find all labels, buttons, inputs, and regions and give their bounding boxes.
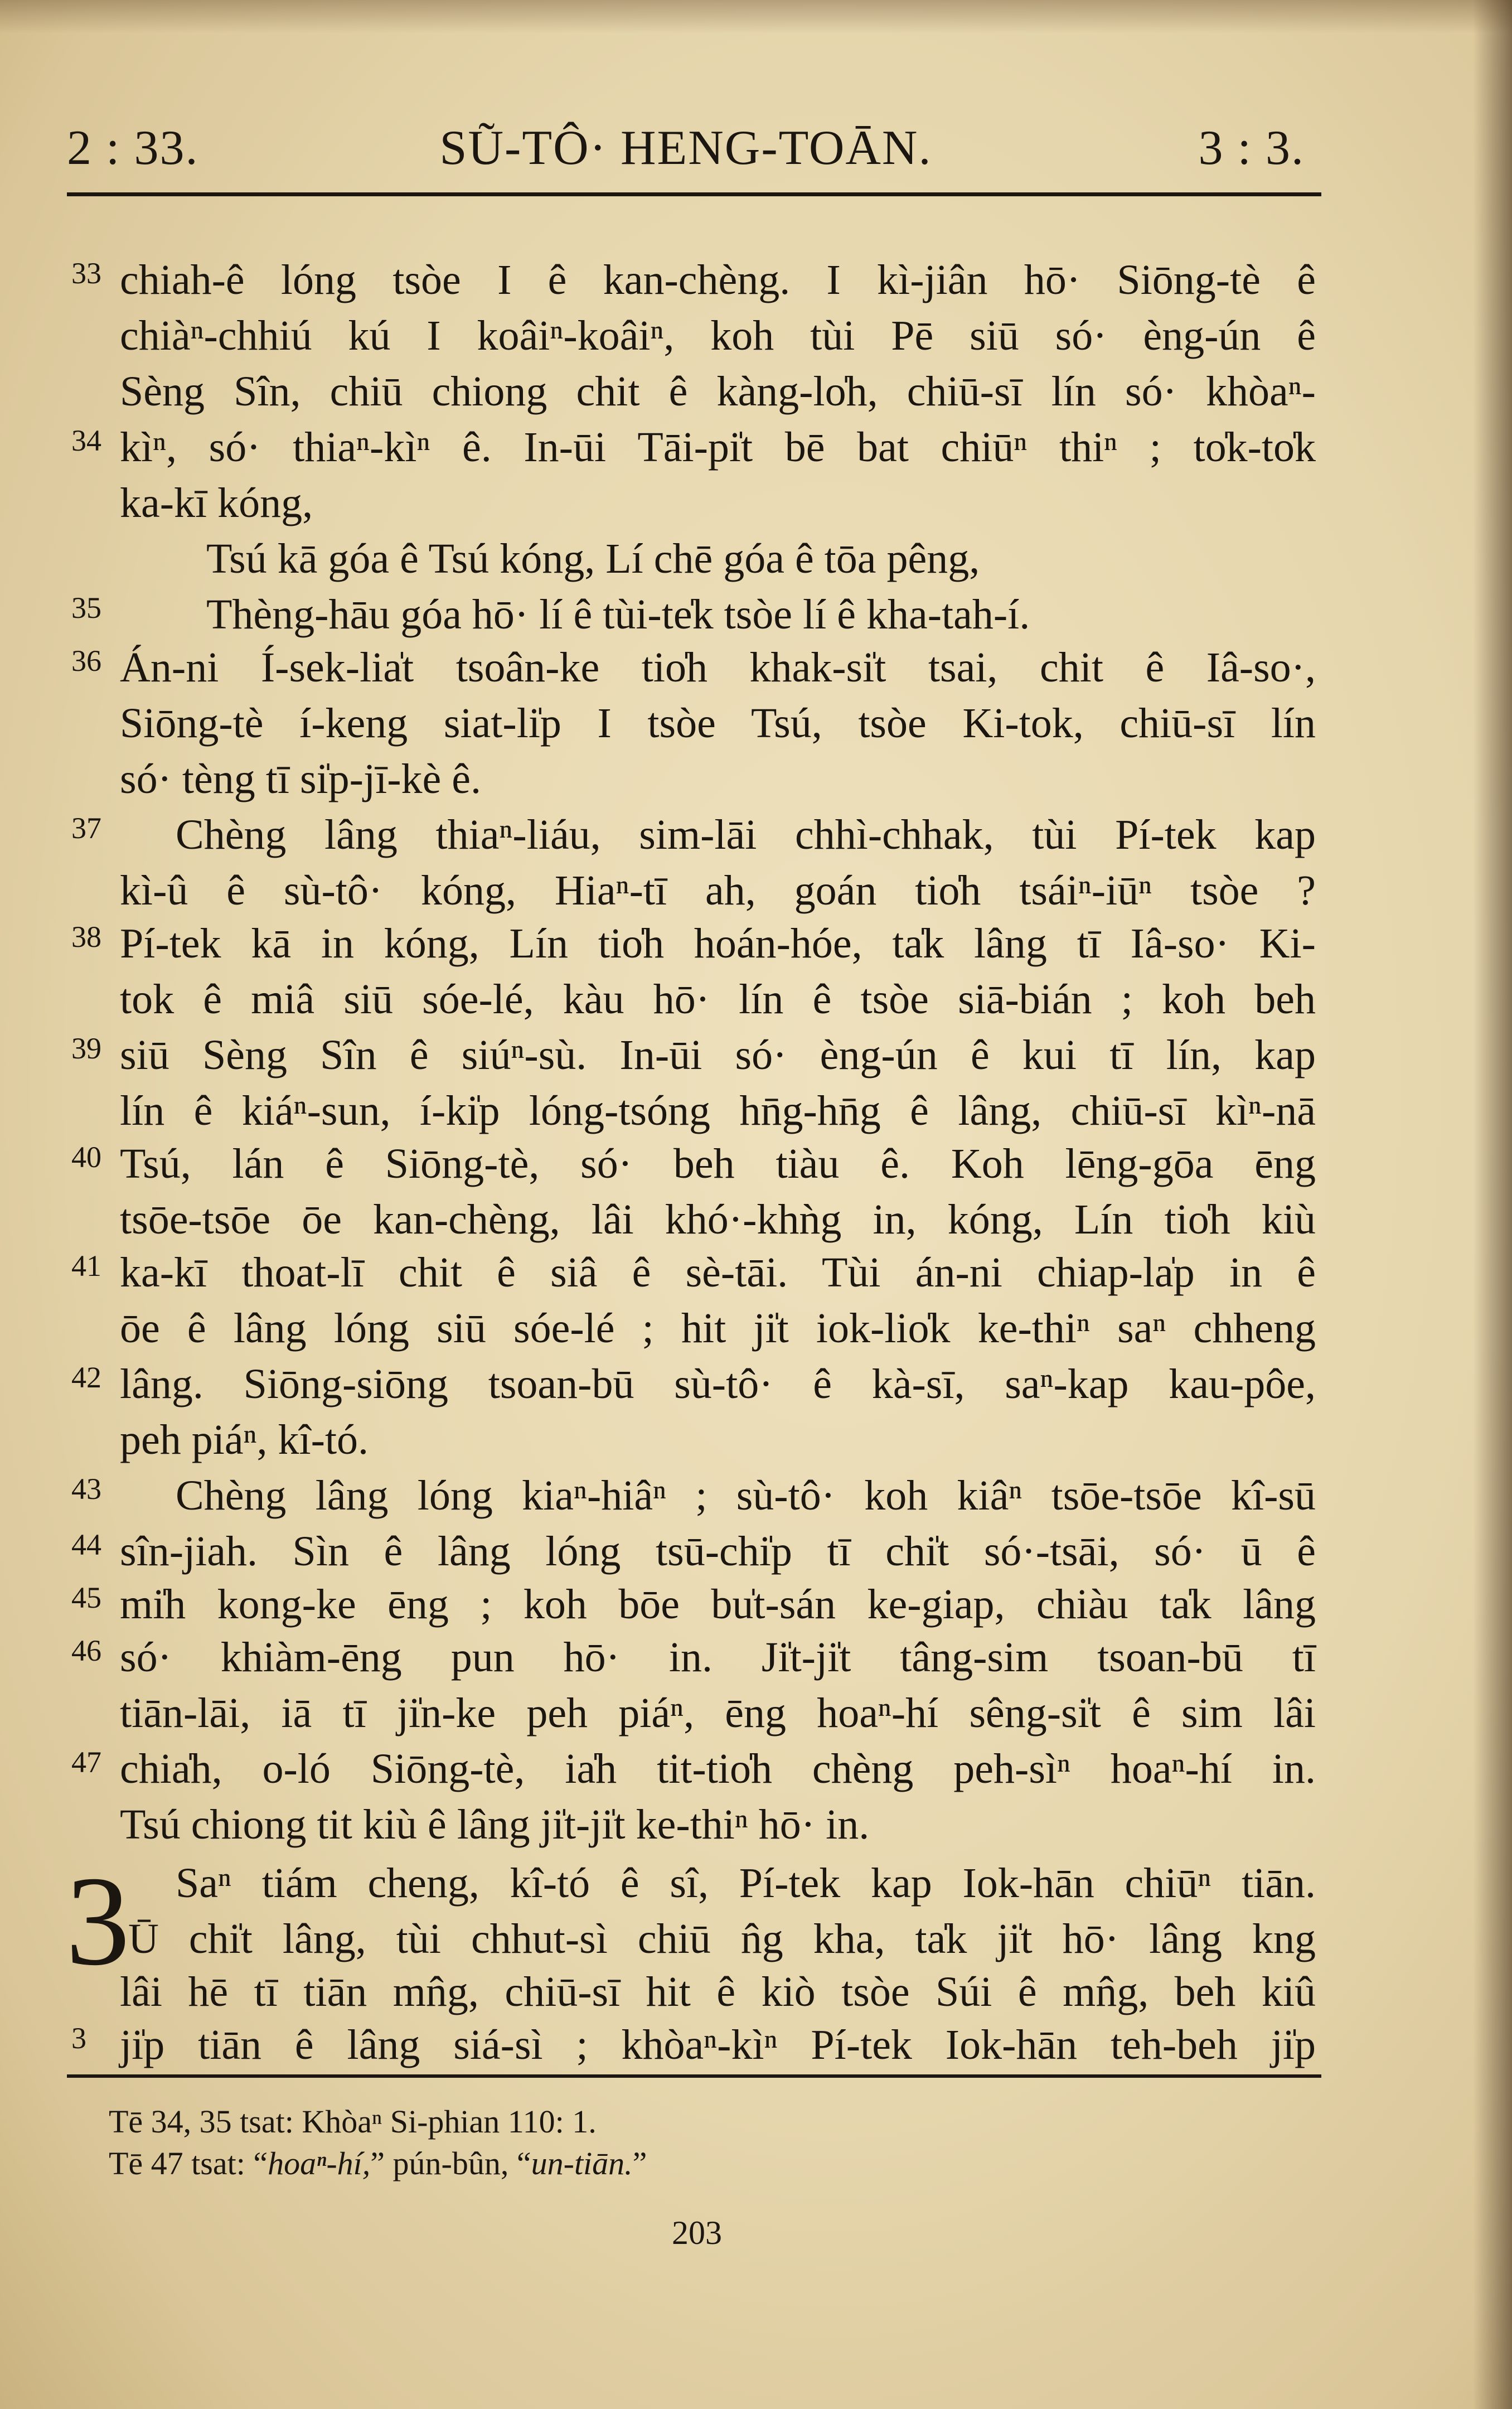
text-line: só· khiàm-ēng pun hō· in. Ji̍t-ji̍t tâng-sim tsoan-bū tī bbox=[120, 1634, 1316, 1681]
text-line: mi̍h kong-ke ēng ; koh bōe bu̍t-sán ke-giap, chiàu ta̍k lâng bbox=[120, 1581, 1316, 1628]
footnote-text: pún-bûn, bbox=[392, 2145, 509, 2181]
verse-number: 36 bbox=[71, 644, 101, 678]
text-line: ji̍p tiān ê lâng siá-sì ; khòaⁿ-kìⁿ Pí-tek Iok-hān teh-beh ji̍p bbox=[120, 2021, 1316, 2068]
text-line: lâi hē tī tiān mn̂g, chiū-sī hit ê kiò tsòe Súi ê mn̂g, beh kiû bbox=[120, 1968, 1316, 2015]
footnote-quoted-term: hoaⁿ-hí, bbox=[268, 2145, 371, 2181]
text-line: sîn-jiah. Sìn ê lâng lóng tsū-chi̍p tī chi̍t só·-tsāi, só· ū ê bbox=[120, 1528, 1316, 1575]
text-line: kìⁿ, só· thiaⁿ-kìⁿ ê. In-ūi Tāi-pi̍t bē bat chiūⁿ thiⁿ ; to̍k-to̍k bbox=[120, 424, 1316, 471]
verse-number: 44 bbox=[71, 1528, 101, 1561]
text-line: tiān-lāi, iā tī ji̍n-ke peh piáⁿ, ēng hoaⁿ-hí sêng-si̍t ê sim lâi bbox=[120, 1690, 1316, 1736]
text-line: chiah-ê lóng tsòe I ê kan-chèng. I kì-jiân hō· Siōng-tè ê bbox=[120, 257, 1316, 303]
verse-number: 43 bbox=[71, 1472, 101, 1506]
text-line: tok ê miâ siū sóe-lé, kàu hō· lín ê tsòe siā-bián ; koh beh bbox=[120, 976, 1316, 1023]
footnote-quoted-term: un-tiān. bbox=[531, 2145, 633, 2181]
text-line: chiàⁿ-chhiú kú I koâiⁿ-koâiⁿ, koh tùi Pē siū só· èng-ún ê bbox=[120, 312, 1316, 359]
verse-number: 38 bbox=[71, 920, 101, 954]
text-line: Saⁿ tiám cheng, kî-tó ê sî, Pí-tek kap Iok-hān chiūⁿ tiān. bbox=[176, 1860, 1316, 1907]
chapter-drop-cap: 3 bbox=[66, 1850, 130, 1992]
header-chapter-verse-end: 3 : 3. bbox=[1198, 121, 1305, 175]
text-line: siū Sèng Sîn ê siúⁿ-sù. In-ūi só· èng-ún ê kui tī lín, kap bbox=[120, 1032, 1316, 1078]
verse-number: 47 bbox=[71, 1745, 101, 1779]
footnote: Tē 47 tsat: “hoaⁿ-hí,” pún-bûn, “un-tiān.” bbox=[109, 2145, 647, 2181]
verse-number: 33 bbox=[71, 257, 101, 290]
text-line: Sèng Sîn, chiū chiong chit ê kàng-lo̍h, chiū-sī lín só· khòaⁿ- bbox=[120, 368, 1316, 415]
text-line: ka-kī kóng, bbox=[120, 480, 313, 526]
header-chapter-verse-start: 2 : 33. bbox=[67, 121, 199, 175]
verse-number: 42 bbox=[71, 1361, 101, 1394]
text-line: ōe ê lâng lóng siū sóe-lé ; hit ji̍t iok-lio̍k ke-thiⁿ saⁿ chheng bbox=[120, 1305, 1316, 1352]
page-shadow-top bbox=[0, 0, 1512, 33]
text-line: Siōng-tè í-keng siat-li̍p I tsòe Tsú, tsòe Ki-tok, chiū-sī lín bbox=[120, 700, 1316, 747]
page-number: 203 bbox=[672, 2214, 722, 2251]
poetry-line: Thèng-hāu góa hō· lí ê tùi-te̍k tsòe lí ê kha-tah-í. bbox=[206, 591, 1030, 638]
text-line: ka-kī thoat-lī chit ê siâ ê sè-tāi. Tùi án-ni chiap-la̍p in ê bbox=[120, 1249, 1316, 1296]
text-line: Tsú, lán ê Siōng-tè, só· beh tiàu ê. Koh lēng-gōa ēng bbox=[120, 1140, 1316, 1187]
text-line: lín ê kiáⁿ-sun, í-ki̍p lóng-tsóng hn̄g-hn̄g ê lâng, chiū-sī kìⁿ-nā bbox=[120, 1087, 1316, 1134]
text-line: Chèng lâng lóng kiaⁿ-hiâⁿ ; sù-tô· koh kiâⁿ tsōe-tsōe kî-sū bbox=[176, 1472, 1316, 1519]
text-line: Chèng lâng thiaⁿ-liáu, sim-lāi chhì-chhak, tùi Pí-tek kap bbox=[176, 811, 1316, 858]
verse-number: 46 bbox=[71, 1634, 101, 1667]
text-line: só· tèng tī si̍p-jī-kè ê. bbox=[120, 756, 481, 802]
verse-number: 3 bbox=[71, 2021, 86, 2055]
text-line: kì-û ê sù-tô· kóng, Hiaⁿ-tī ah, goán tio̍h tsáiⁿ-iūⁿ tsòe ? bbox=[120, 867, 1316, 914]
verse-number: 34 bbox=[71, 424, 101, 457]
footnote-label: Tē 47 tsat: bbox=[109, 2145, 245, 2181]
text-line: Tsú chiong tit kiù ê lâng ji̍t-ji̍t ke-thiⁿ hō· in. bbox=[120, 1801, 870, 1848]
verse-number: 37 bbox=[71, 811, 101, 845]
text-line: tsōe-tsōe ōe kan-chèng, lâi khó·-khǹg in, kóng, Lín tio̍h kiù bbox=[120, 1196, 1316, 1243]
header-book-title: SŨ-TÔ· HENG-TOĀN. bbox=[439, 121, 932, 175]
header-rule bbox=[67, 192, 1321, 196]
text-line: chia̍h, o-ló Siōng-tè, ia̍h tit-tio̍h chèng peh-sìⁿ hoaⁿ-hí in. bbox=[120, 1745, 1316, 1792]
footnote: Tē 34, 35 tsat: Khòaⁿ Si-phian 110: 1. bbox=[109, 2103, 597, 2140]
text-line: Pí-tek kā in kóng, Lín tio̍h hoán-hóe, ta̍k lâng tī Iâ-so· Ki- bbox=[120, 920, 1316, 967]
text-line: Án-ni Í-sek-lia̍t tsoân-ke tio̍h khak-si̍t tsai, chit ê Iâ-so·, bbox=[120, 644, 1316, 691]
footnote-rule bbox=[67, 2074, 1321, 2078]
verse-number: 40 bbox=[71, 1140, 101, 1174]
verse-number: 41 bbox=[71, 1249, 101, 1283]
text-line: Ū chi̍t lâng, tùi chhut-sì chiū n̂g kha, ta̍k ji̍t hō· lâng kng bbox=[128, 1915, 1316, 1962]
text-line: lâng. Siōng-siōng tsoan-bū sù-tô· ê kà-sī, saⁿ-kap kau-pôe, bbox=[120, 1361, 1316, 1407]
verse-number: 35 bbox=[71, 591, 101, 625]
text-line: peh piáⁿ, kî-tó. bbox=[120, 1416, 369, 1463]
running-header bbox=[67, 120, 1305, 181]
page-shadow-right bbox=[1473, 0, 1512, 2409]
verse-number: 45 bbox=[71, 1581, 101, 1614]
poetry-line: Tsú kā góa ê Tsú kóng, Lí chē góa ê tōa pêng, bbox=[206, 535, 980, 582]
verse-number: 39 bbox=[71, 1032, 101, 1065]
